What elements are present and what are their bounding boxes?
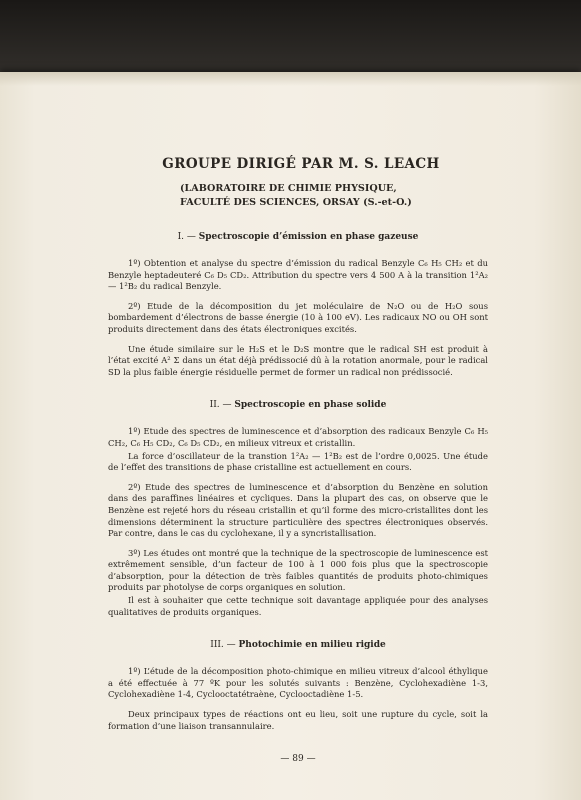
paragraph: Il est à souhaiter que cette technique soit davantage appliquée pour des analyses qualitatives de produits organiques.	[108, 595, 488, 617]
section-title: Spectroscopie d’émission en phase gazeuse	[198, 232, 419, 242]
paragraph: 2º) Etude des spectres de luminescence et d’absorption du Benzène en solution dans des paraffines linéaires et cycliques. Dans la plupart des cas, on observe que le Benzène est rejeté hors du réseau cristallin et qu’il forme des micro-cristallites dont les dimensions déterminent la structure particulière des spectres électroniques observés. Par contre, dans le cas du cyclohexane, il y a syncristallisation.	[108, 481, 488, 539]
section-number: II. —	[209, 400, 232, 411]
section-number: I. —	[177, 232, 196, 242]
section-title: Spectroscopie en phase solide	[234, 400, 387, 411]
scan-background	[0, 0, 581, 78]
document-page	[0, 72, 581, 800]
paragraph: Deux principaux types de réactions ont eu lieu, soit une rupture du cycle, soit la formation d’une liaison transannulaire.	[108, 709, 488, 731]
section-heading-2	[108, 400, 488, 410]
section-number: III. —	[210, 640, 236, 651]
paragraph: 2º) Etude de la décomposition du jet moléculaire de N₂O ou de H₂O sous bombardement d’électrons de basse énergie (10 à 100 eV). Les radicaux NO ou OH sont produits directement dans des états électroniques excités.	[108, 300, 488, 334]
lab-line-1: (LABORATOIRE DE CHIMIE PHYSIQUE,	[180, 183, 397, 194]
paragraph: Une étude similaire sur le H₂S et le D₂S montre que le radical SH est produit à l’état excité A² Σ dans un état déjà prédissocié dû à la rotation anormale, pour le radical SD la plus faible énergie résiduelle permet de former un radical non prédissocié.	[108, 343, 488, 377]
page-title: GROUPE DIRIGÉ PAR M. S. LEACH	[162, 156, 440, 172]
paragraph: La force d’oscillateur de la transtion 1²A₂ — 1²B₂ est de l’ordre 0,0025. Une étude de l’effet des transitions de phase cristalline est actuellement en cours.	[108, 450, 488, 473]
section-heading-1	[108, 232, 488, 242]
section-heading-3	[108, 640, 488, 650]
paragraph: 1º) L’étude de la décomposition photo-chimique en milieu vitreux d’alcool éthylique a été effectuée à 77 ºK pour les solutés suivants : Benzène, Cyclohexadiène 1-3, Cyclohexadiène 1-4, Cyclooctatétraène, Cyclooctadiène 1-5.	[108, 666, 488, 700]
paragraph: 3º) Les études ont montré que la technique de la spectroscopie de luminescence est extrêmement sensible, d’un facteur de 100 à 1 000 fois plus que la spectroscopie d’absorption, pour la détection de très faibles quantités de produits photo-chimiques produits par photolyse de corps organiques en solution.	[108, 547, 488, 593]
page-content	[108, 156, 488, 764]
paragraph: 1º) Etude des spectres de luminescence et d’absorption des radicaux Benzyle C₆ H₅ CH₂, C₆ H₅ CD₂, C₆ D₅ CD₂, en milieux vitreux et cristallin.	[108, 426, 488, 448]
page-number: — 89 —	[280, 754, 316, 765]
paragraph: 1º) Obtention et analyse du spectre d’émission du radical Benzyle C₆ H₅ CH₂ et du Benzyle heptadeuteré C₆ D₅ CD₂. Attribution du spectre vers 4 500 A à la transition 1²A₂ — 1²B₂ du radical Benzyle.	[108, 258, 488, 292]
lab-line-2: FACULTÉ DES SCIENCES, ORSAY (S.-et-O.)	[180, 197, 412, 208]
section-title: Photochimie en milieu rigide	[238, 640, 386, 651]
